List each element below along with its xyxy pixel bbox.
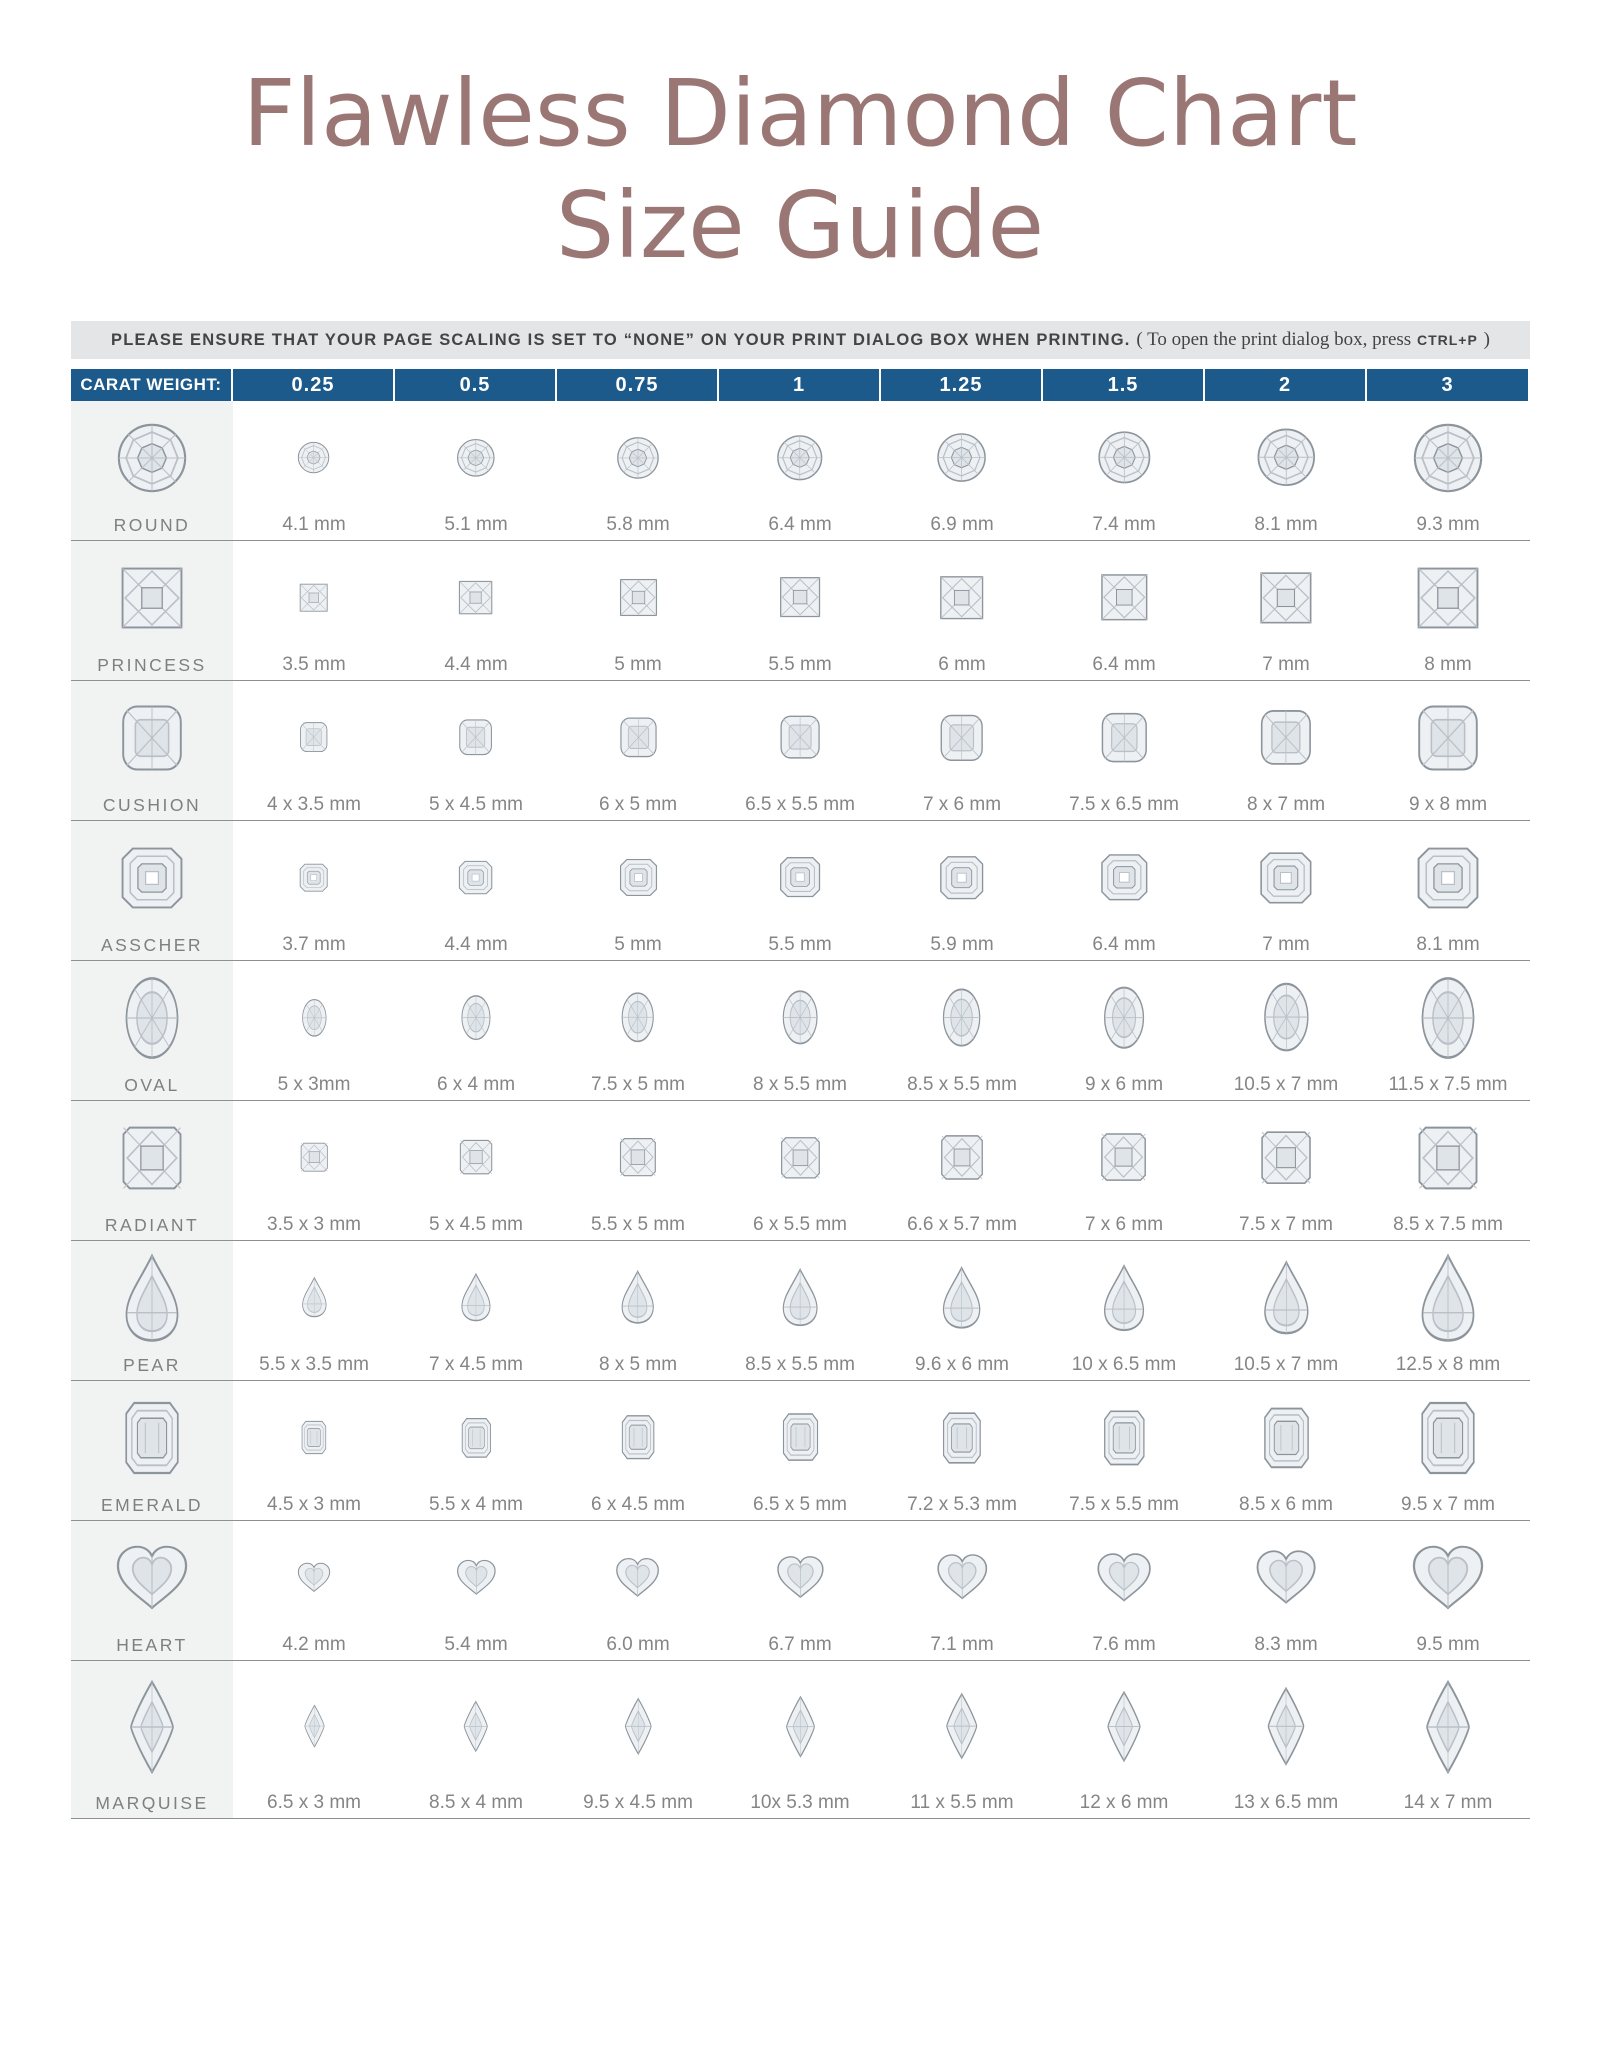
heart-diamond-icon (936, 1521, 989, 1634)
shape-cell (71, 1241, 233, 1380)
pear-diamond-icon (123, 1241, 181, 1355)
size-cell (1043, 961, 1205, 1100)
size-cell (395, 1241, 557, 1380)
pear-diamond-icon (941, 1241, 982, 1354)
oval-diamond-icon (1262, 961, 1311, 1074)
pear-diamond-icon (620, 1241, 655, 1354)
print-notice-main: PLEASE ENSURE THAT YOUR PAGE SCALING IS SET TO “NONE” ON YOUR PRINT DIALOG BOX WHEN PRINTING. (111, 331, 1131, 349)
size-cell (1043, 821, 1205, 960)
heart-diamond-icon (456, 1521, 497, 1634)
size-cell (1367, 681, 1529, 820)
shape-label: HEART (116, 1635, 188, 1655)
size-value: 9 x 8 mm (1408, 794, 1488, 815)
radiant-diamond-icon (300, 1101, 329, 1214)
size-cell (557, 1101, 719, 1240)
size-value: 12 x 6 mm (1079, 1792, 1169, 1813)
size-value: 6.4 mm (768, 514, 832, 535)
size-value: 6.4 mm (1092, 934, 1156, 955)
marquise-diamond-icon (127, 1661, 177, 1793)
princess-diamond-icon (619, 541, 658, 654)
shape-row-cushion (71, 681, 1530, 821)
pear-diamond-icon (781, 1241, 819, 1354)
size-cell (557, 821, 719, 960)
size-value: 6 x 4.5 mm (591, 1494, 685, 1515)
princess-diamond-icon (120, 541, 184, 655)
size-cell (719, 821, 881, 960)
emerald-diamond-icon (942, 1381, 982, 1494)
size-value: 8.5 x 5.5 mm (745, 1354, 855, 1375)
size-cell (1205, 961, 1367, 1100)
size-cell (557, 681, 719, 820)
size-cell (719, 961, 881, 1100)
size-value: 4.2 mm (282, 1634, 346, 1655)
princess-diamond-icon (1416, 541, 1480, 654)
size-cell (881, 1521, 1043, 1660)
size-value: 7.4 mm (1092, 514, 1156, 535)
size-cell (1205, 1521, 1367, 1660)
carat-weight-header (71, 369, 1530, 401)
cushion-diamond-icon (939, 681, 984, 794)
size-value: 6.6 x 5.7 mm (907, 1214, 1017, 1235)
size-cell (395, 821, 557, 960)
princess-diamond-icon (779, 541, 821, 654)
size-value: 6 x 4 mm (436, 1074, 516, 1095)
pear-diamond-icon (460, 1241, 492, 1354)
size-cell (395, 681, 557, 820)
size-cell (233, 401, 395, 540)
size-cell (1367, 961, 1529, 1100)
size-value: 10 x 6.5 mm (1071, 1354, 1177, 1375)
marquise-diamond-icon (1423, 1661, 1473, 1792)
size-cell (1205, 541, 1367, 680)
size-value: 5.9 mm (930, 934, 994, 955)
size-cell (557, 1521, 719, 1660)
size-value: 8 mm (1424, 654, 1472, 675)
print-notice-aside: ( To open the print dialog box, press (1136, 329, 1412, 350)
size-cell (1043, 541, 1205, 680)
size-cell (557, 1661, 719, 1818)
size-value: 5.4 mm (444, 1634, 508, 1655)
pear-diamond-icon (1262, 1241, 1311, 1354)
size-cell (395, 401, 557, 540)
size-value: 13 x 6.5 mm (1233, 1792, 1339, 1813)
size-value: 3.7 mm (282, 934, 346, 955)
size-cell (1367, 821, 1529, 960)
size-cell (1043, 401, 1205, 540)
size-value: 7.6 mm (1092, 1634, 1156, 1655)
size-value: 10.5 x 7 mm (1233, 1354, 1339, 1375)
cushion-diamond-icon (299, 681, 328, 794)
asscher-diamond-icon (779, 821, 821, 934)
heart-diamond-icon (297, 1521, 331, 1634)
size-value: 8 x 5 mm (598, 1354, 678, 1375)
size-value: 14 x 7 mm (1403, 1792, 1493, 1813)
emerald-diamond-icon (124, 1381, 180, 1495)
size-value: 8.5 x 7.5 mm (1393, 1214, 1503, 1235)
cushion-diamond-icon (619, 681, 658, 794)
size-cell (881, 1241, 1043, 1380)
round-diamond-icon (1412, 401, 1484, 514)
shape-cell (71, 821, 233, 960)
size-cell (1043, 1241, 1205, 1380)
size-value: 6 x 5.5 mm (753, 1214, 847, 1235)
size-cell (233, 1101, 395, 1240)
size-value: 5 mm (614, 934, 662, 955)
size-value: 7.5 x 7 mm (1239, 1214, 1333, 1235)
size-value: 5 x 4.5 mm (429, 1214, 523, 1235)
size-cell (1367, 401, 1529, 540)
size-cell (1043, 681, 1205, 820)
size-cell (719, 1521, 881, 1660)
size-value: 3.5 mm (282, 654, 346, 675)
cushion-diamond-icon (458, 681, 493, 794)
size-value: 9.5 mm (1416, 1634, 1480, 1655)
size-cell (557, 1241, 719, 1380)
shape-label: CUSHION (102, 795, 202, 815)
size-value: 8 x 5.5 mm (753, 1074, 847, 1095)
print-notice (71, 321, 1530, 359)
asscher-diamond-icon (120, 821, 184, 935)
size-value: 4.4 mm (444, 654, 508, 675)
carat-header-2: 0.75 (557, 369, 717, 401)
carat-header-6: 2 (1205, 369, 1365, 401)
size-cell (1043, 1661, 1205, 1818)
size-cell (557, 1381, 719, 1520)
size-cell (1367, 541, 1529, 680)
size-cell (233, 1241, 395, 1380)
size-cell (719, 541, 881, 680)
round-diamond-icon (1256, 401, 1317, 514)
shape-label: ASSCHER (100, 935, 204, 955)
size-value: 7 x 6 mm (922, 794, 1002, 815)
size-value: 5.5 x 5 mm (591, 1214, 685, 1235)
oval-diamond-icon (301, 961, 328, 1074)
shape-cell (71, 401, 233, 540)
size-cell (719, 401, 881, 540)
shape-cell (71, 541, 233, 680)
heart-diamond-icon (115, 1521, 189, 1635)
cushion-diamond-icon (1416, 681, 1480, 794)
size-value: 7.5 x 6.5 mm (1069, 794, 1179, 815)
asscher-diamond-icon (1259, 821, 1313, 934)
oval-diamond-icon (941, 961, 982, 1074)
size-cell (395, 1521, 557, 1660)
size-cell (1205, 1661, 1367, 1818)
size-value: 9.5 x 7 mm (1401, 1494, 1495, 1515)
print-notice-close: ) (1483, 329, 1490, 350)
size-value: 6.9 mm (930, 514, 994, 535)
size-value: 6.5 x 3 mm (267, 1792, 361, 1813)
size-value: 9.3 mm (1416, 514, 1480, 535)
princess-diamond-icon (1259, 541, 1313, 654)
size-cell (1205, 1101, 1367, 1240)
emerald-diamond-icon (621, 1381, 655, 1494)
shape-label: PRINCESS (97, 655, 207, 675)
size-value: 9.6 x 6 mm (915, 1354, 1009, 1375)
size-cell (881, 681, 1043, 820)
cushion-diamond-icon (1259, 681, 1313, 794)
size-value: 12.5 x 8 mm (1395, 1354, 1501, 1375)
radiant-diamond-icon (780, 1101, 821, 1214)
carat-header-1: 0.5 (395, 369, 555, 401)
princess-diamond-icon (299, 541, 328, 654)
size-value: 6.5 x 5.5 mm (745, 794, 855, 815)
heart-diamond-icon (776, 1521, 825, 1634)
size-cell (233, 1381, 395, 1520)
carat-weight-label: CARAT WEIGHT: (71, 369, 231, 401)
size-value: 6.0 mm (606, 1634, 670, 1655)
size-cell (881, 1101, 1043, 1240)
size-value: 5.5 x 3.5 mm (259, 1354, 369, 1375)
shape-row-round (71, 401, 1530, 541)
size-value: 5.5 mm (768, 654, 832, 675)
size-value: 7 mm (1262, 934, 1310, 955)
round-diamond-icon (456, 401, 496, 514)
size-cell (1367, 1241, 1529, 1380)
size-value: 7.5 x 5.5 mm (1069, 1494, 1179, 1515)
carat-header-5: 1.5 (1043, 369, 1203, 401)
size-value: 6.4 mm (1092, 654, 1156, 675)
size-cell (881, 961, 1043, 1100)
size-cell (719, 1381, 881, 1520)
carat-header-0: 0.25 (233, 369, 393, 401)
size-cell (881, 821, 1043, 960)
oval-diamond-icon (123, 961, 181, 1075)
print-notice-keys: CTRL+P (1416, 332, 1478, 348)
size-value: 5.1 mm (444, 514, 508, 535)
round-diamond-icon (116, 401, 188, 515)
round-diamond-icon (1097, 401, 1152, 514)
size-value: 7 x 6 mm (1084, 1214, 1164, 1235)
cushion-diamond-icon (120, 681, 184, 795)
size-value: 5 x 3mm (277, 1074, 351, 1095)
size-cell (1367, 1661, 1529, 1818)
size-cell (1205, 1241, 1367, 1380)
asscher-diamond-icon (619, 821, 658, 934)
shape-cell (71, 1101, 233, 1240)
round-diamond-icon (936, 401, 987, 514)
size-cell (881, 1661, 1043, 1818)
cushion-diamond-icon (779, 681, 821, 794)
size-value: 11 x 5.5 mm (910, 1792, 1014, 1813)
shape-row-marquise (71, 1661, 1530, 1819)
shape-row-radiant (71, 1101, 1530, 1241)
heart-diamond-icon (1411, 1521, 1485, 1634)
size-value: 11.5 x 7.5 mm (1388, 1074, 1508, 1095)
cushion-diamond-icon (1100, 681, 1149, 794)
shape-label: PEAR (123, 1355, 181, 1375)
marquise-diamond-icon (303, 1661, 326, 1792)
size-value: 4.4 mm (444, 934, 508, 955)
pear-diamond-icon (301, 1241, 328, 1354)
title-line-2: Size Guide (555, 172, 1045, 279)
size-cell (1367, 1381, 1529, 1520)
marquise-diamond-icon (1265, 1661, 1307, 1792)
size-cell (881, 1381, 1043, 1520)
asscher-diamond-icon (299, 821, 328, 934)
carat-header-7: 3 (1367, 369, 1528, 401)
size-value: 8 x 7 mm (1246, 794, 1326, 815)
size-cell (1205, 681, 1367, 820)
size-value: 4.5 x 3 mm (267, 1494, 361, 1515)
size-value: 6.5 x 5 mm (753, 1494, 847, 1515)
asscher-diamond-icon (939, 821, 984, 934)
size-cell (557, 541, 719, 680)
marquise-diamond-icon (462, 1661, 490, 1792)
page-title (0, 58, 1600, 282)
emerald-diamond-icon (1263, 1381, 1310, 1494)
size-value: 9.5 x 4.5 mm (583, 1792, 693, 1813)
size-cell (719, 1661, 881, 1818)
size-value: 4 x 3.5 mm (267, 794, 361, 815)
size-value: 5 mm (614, 654, 662, 675)
princess-diamond-icon (939, 541, 984, 654)
pear-diamond-icon (1102, 1241, 1146, 1354)
marquise-diamond-icon (784, 1661, 817, 1792)
size-cell (395, 1381, 557, 1520)
title-line-1: Flawless Diamond Chart (242, 60, 1358, 167)
radiant-diamond-icon (1260, 1101, 1312, 1214)
size-cell (719, 681, 881, 820)
asscher-diamond-icon (1416, 821, 1480, 934)
emerald-diamond-icon (1420, 1381, 1476, 1494)
emerald-diamond-icon (301, 1381, 327, 1494)
oval-diamond-icon (460, 961, 492, 1074)
shape-row-asscher (71, 821, 1530, 961)
marquise-diamond-icon (623, 1661, 654, 1792)
shape-row-oval (71, 961, 1530, 1101)
size-value: 5 x 4.5 mm (429, 794, 523, 815)
shape-cell (71, 681, 233, 820)
size-cell (1367, 1101, 1529, 1240)
emerald-diamond-icon (782, 1381, 819, 1494)
carat-header-3: 1 (719, 369, 879, 401)
size-value: 9 x 6 mm (1084, 1074, 1164, 1095)
radiant-diamond-icon (1417, 1101, 1479, 1214)
size-value: 5.8 mm (606, 514, 670, 535)
asscher-diamond-icon (458, 821, 493, 934)
radiant-diamond-icon (459, 1101, 493, 1214)
shape-cell (71, 1521, 233, 1660)
size-value: 7.5 x 5 mm (591, 1074, 685, 1095)
oval-diamond-icon (781, 961, 819, 1074)
size-cell (1367, 1521, 1529, 1660)
size-value: 8.5 x 4 mm (429, 1792, 523, 1813)
size-value: 10x 5.3 mm (750, 1792, 850, 1813)
asscher-diamond-icon (1100, 821, 1149, 934)
size-cell (1043, 1521, 1205, 1660)
marquise-diamond-icon (944, 1661, 980, 1792)
shape-label: OVAL (124, 1075, 180, 1095)
size-value: 5.5 mm (768, 934, 832, 955)
shape-row-pear (71, 1241, 1530, 1381)
radiant-diamond-icon (1100, 1101, 1147, 1214)
size-cell (233, 681, 395, 820)
carat-header-4: 1.25 (881, 369, 1041, 401)
size-value: 7 mm (1262, 654, 1310, 675)
size-cell (1043, 1381, 1205, 1520)
size-value: 7.2 x 5.3 mm (907, 1494, 1017, 1515)
size-cell (395, 1101, 557, 1240)
princess-diamond-icon (1100, 541, 1149, 654)
size-value: 6 x 5 mm (598, 794, 678, 815)
pear-diamond-icon (1419, 1241, 1477, 1354)
size-cell (1043, 1101, 1205, 1240)
shape-cell (71, 961, 233, 1100)
size-cell (233, 1661, 395, 1818)
emerald-diamond-icon (461, 1381, 492, 1494)
oval-diamond-icon (1419, 961, 1477, 1074)
size-value: 8.1 mm (1254, 514, 1318, 535)
size-cell (719, 1101, 881, 1240)
heart-diamond-icon (615, 1521, 660, 1634)
size-cell (557, 401, 719, 540)
size-cell (1205, 401, 1367, 540)
size-cell (719, 1241, 881, 1380)
size-cell (395, 541, 557, 680)
size-cell (881, 541, 1043, 680)
shape-label: EMERALD (100, 1495, 204, 1515)
shape-cell (71, 1661, 233, 1818)
heart-diamond-icon (1096, 1521, 1152, 1634)
oval-diamond-icon (620, 961, 655, 1074)
size-cell (395, 961, 557, 1100)
size-cell (233, 541, 395, 680)
radiant-diamond-icon (619, 1101, 657, 1214)
size-chart-grid (71, 401, 1530, 1819)
size-value: 8.5 x 5.5 mm (907, 1074, 1017, 1095)
princess-diamond-icon (458, 541, 493, 654)
emerald-diamond-icon (1103, 1381, 1146, 1494)
size-value: 8.5 x 6 mm (1239, 1494, 1333, 1515)
size-cell (233, 1521, 395, 1660)
oval-diamond-icon (1102, 961, 1146, 1074)
size-value: 6 mm (938, 654, 986, 675)
shape-label: MARQUISE (95, 1793, 209, 1813)
size-value: 5.5 x 4 mm (429, 1494, 523, 1515)
size-cell (881, 401, 1043, 540)
radiant-diamond-icon (940, 1101, 984, 1214)
shape-label: RADIANT (104, 1215, 200, 1235)
radiant-diamond-icon (121, 1101, 183, 1215)
size-value: 7 x 4.5 mm (429, 1354, 523, 1375)
shape-label: ROUND (113, 515, 191, 535)
size-cell (557, 961, 719, 1100)
size-value: 6.7 mm (768, 1634, 832, 1655)
size-value: 3.5 x 3 mm (267, 1214, 361, 1235)
shape-row-princess (71, 541, 1530, 681)
size-cell (1205, 821, 1367, 960)
heart-diamond-icon (1255, 1521, 1317, 1634)
shape-cell (71, 1381, 233, 1520)
size-cell (233, 961, 395, 1100)
size-cell (395, 1661, 557, 1818)
size-value: 7.1 mm (930, 1634, 994, 1655)
marquise-diamond-icon (1105, 1661, 1143, 1792)
size-value: 4.1 mm (282, 514, 346, 535)
size-cell (233, 821, 395, 960)
size-cell (1205, 1381, 1367, 1520)
shape-row-emerald (71, 1381, 1530, 1521)
round-diamond-icon (297, 401, 330, 514)
size-value: 10.5 x 7 mm (1233, 1074, 1339, 1095)
size-value: 8.1 mm (1416, 934, 1480, 955)
shape-row-heart (71, 1521, 1530, 1661)
round-diamond-icon (616, 401, 660, 514)
size-value: 8.3 mm (1254, 1634, 1318, 1655)
round-diamond-icon (776, 401, 824, 514)
